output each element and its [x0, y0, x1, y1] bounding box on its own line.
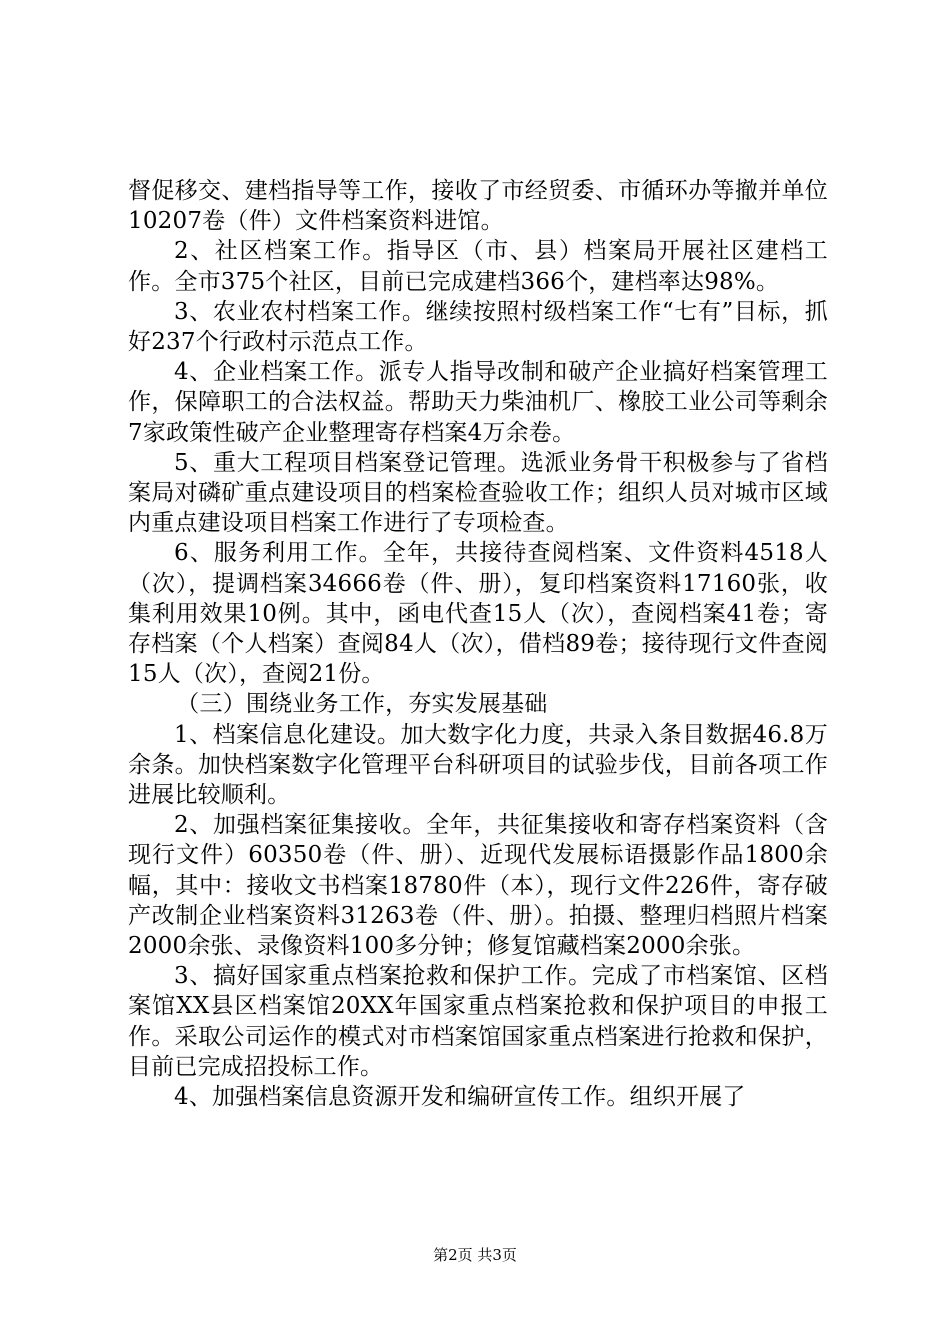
paragraph-collection: 2、加强档案征集接收。全年，共征集接收和寄存档案资料（含现行文件）60350卷（件、册）、近现代发展标语摄影作品1800余幅，其中：接收文书档案18780件（本），现行文件226件，寄存破产改制企业档案资料31263卷（件、册）。拍摄、整理归档照片档案2000余张、录像资料100多分钟；修复馆藏档案2000余张。 [128, 812, 828, 960]
page-footer: 第2页 共3页 [433, 1246, 517, 1264]
section-heading: （三）围绕业务工作，夯实发展基础 [176, 691, 548, 718]
document-body [128, 176, 828, 1112]
paragraph-enterprise-archives: 4、企业档案工作。派专人指导改制和破产企业搞好档案管理工作，保障职工的合法权益。帮助天力柴油机厂、橡胶工业公司等剩余7家政策性破产企业整理寄存档案4万余卷。 [128, 359, 828, 446]
paragraph-resource-development: 4、加强档案信息资源开发和编研宣传工作。组织开展了 [174, 1084, 746, 1111]
paragraph-informatization: 1、档案信息化建设。加大数字化力度，共录入条目数据46.8万余条。加快档案数字化管理平台科研项目的试验步伐，目前各项工作进展比较顺利。 [128, 721, 828, 809]
paragraph-service-usage: 6、服务利用工作。全年，共接待查阅档案、文件资料4518人（次），提调档案34666卷（件、册），复印档案资料17160张，收集利用效果10例。其中，函电代查15人（次），查阅档案41卷；寄存档案（个人档案）查阅84人（次），借档89卷；接待现行文件查阅15人（次），查阅21份。 [128, 540, 828, 688]
paragraph-key-archives-rescue: 3、搞好国家重点档案抢救和保护工作。完成了市档案馆、区档案馆XX县区档案馆20XX年国家重点档案抢救和保护项目的申报工作。采取公司运作的模式对市档案馆国家重点档案进行抢救和保护，目前已完成招投标工作。 [128, 963, 828, 1080]
paragraph-continuation: 督促移交、建档指导等工作，接收了市经贸委、市循环办等撤并单位10207卷（件）文件档案资料进馆。 [128, 178, 828, 235]
paragraph-major-projects: 5、重大工程项目档案登记管理。选派业务骨干积极参与了省档案局对磷矿重点建设项目的档案检查验收工作；组织人员对城市区域内重点建设项目档案工作进行了专项检查。 [128, 449, 828, 537]
paragraph-community-archives: 2、社区档案工作。指导区（市、县）档案局开展社区建档工作。全市375个社区，目前已完成建档366个，建档率达98%。 [128, 238, 828, 295]
paragraph-rural-archives: 3、农业农村档案工作。继续按照村级档案工作“七有”目标，抓好237个行政村示范点工作。 [128, 298, 828, 356]
